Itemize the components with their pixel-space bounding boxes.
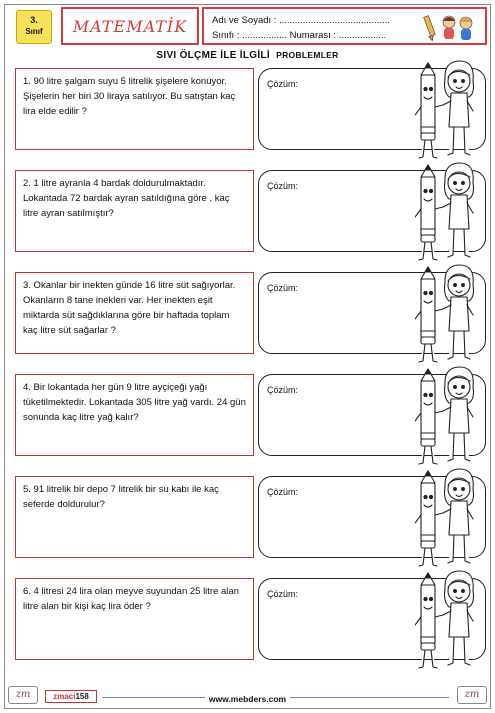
pencil-and-girl-cartoon-icon	[415, 159, 479, 263]
worksheet-title-small: PROBLEMLER	[276, 50, 339, 60]
solution-label: Çözüm:	[267, 283, 299, 293]
solution-label: Çözüm:	[267, 589, 299, 599]
problem-text: 4. Bir lokantada her gün 9 litre ayçiçeği yağı tüketilmektedir. Lokantada 305 litre yağ vardı. 24 gün sonunda kaç litre yağ kalır?	[23, 382, 246, 423]
class-number-field[interactable]: Sınıfı : ................. Numarası : ..................	[212, 30, 387, 41]
solution-label: Çözüm:	[267, 79, 299, 89]
solution-label: Çözüm:	[267, 487, 299, 497]
worksheet-code-prefix: zmaci	[53, 692, 76, 701]
problem-box-2	[15, 170, 254, 252]
worksheet-code-number: 158	[75, 692, 89, 701]
name-field[interactable]: Adı ve Soyadı : ..........................................	[212, 15, 390, 26]
subject-title-box	[61, 7, 199, 45]
pencil-and-girl-cartoon-icon	[415, 567, 479, 671]
grade-number: 3.	[30, 15, 38, 25]
footer-url-link[interactable]: www.mebders.com	[205, 694, 290, 704]
problem-box-1	[15, 68, 254, 150]
worksheet-title-main: SIVI ÖLÇME İLE İLGİLİ	[156, 50, 270, 61]
problem-box-4	[15, 374, 254, 456]
grade-badge	[16, 10, 52, 44]
solution-box-6[interactable]	[258, 578, 486, 660]
problem-box-5	[15, 476, 254, 558]
footer-logo-left: zm	[8, 686, 38, 704]
problem-text: 1. 90 litre şalgam suyu 5 litrelik şişelere konuyor. Şişelerin her biri 30 liraya satılıyor. Bu satıştan kaç lira elde edilir ?	[23, 76, 236, 117]
student-info-box	[202, 7, 487, 45]
solution-label: Çözüm:	[267, 181, 299, 191]
pencil-and-girl-cartoon-icon	[415, 261, 479, 365]
footer-url	[0, 694, 495, 704]
pencil-and-girl-cartoon-icon	[415, 363, 479, 467]
grade-word: Sınıf	[25, 27, 43, 36]
solution-box-5[interactable]	[258, 476, 486, 558]
problem-text: 3. Okanlar bir inekten günde 16 litre süt sağıyorlar. Okanların 8 tane inekleri var. Her inekten eşit miktarda süt sağdıklarına göre bir haftada toplam kaç litre süt sağarlar ?	[23, 280, 236, 336]
problem-box-3	[15, 272, 254, 354]
solution-box-4[interactable]	[258, 374, 486, 456]
solution-box-1[interactable]	[258, 68, 486, 150]
solution-box-2[interactable]	[258, 170, 486, 252]
subject-title: MATEMATİK	[72, 16, 188, 36]
pencil-and-girl-cartoon-icon	[415, 465, 479, 569]
kids-pencil-icon	[421, 12, 481, 42]
solution-box-3[interactable]	[258, 272, 486, 354]
solution-label: Çözüm:	[267, 385, 299, 395]
problem-text: 2. 1 litre ayranla 4 bardak doldurulmaktadır. Lokantada 72 bardak ayran satıldığına göre , kaç litre ayran satılmıştır?	[23, 178, 230, 219]
problem-text: 6. 4 litresi 24 lira olan meyve suyundan 25 litre alan litre alan bir kişi kaç lira öder ?	[23, 586, 239, 612]
footer-logo-right: zm	[457, 686, 487, 704]
problem-text: 5. 91 litrelik bir depo 7 litrelik bir su kabı ile kaç seferde doldurulur?	[23, 484, 219, 510]
problem-box-6	[15, 578, 254, 660]
pencil-and-girl-cartoon-icon	[415, 57, 479, 161]
